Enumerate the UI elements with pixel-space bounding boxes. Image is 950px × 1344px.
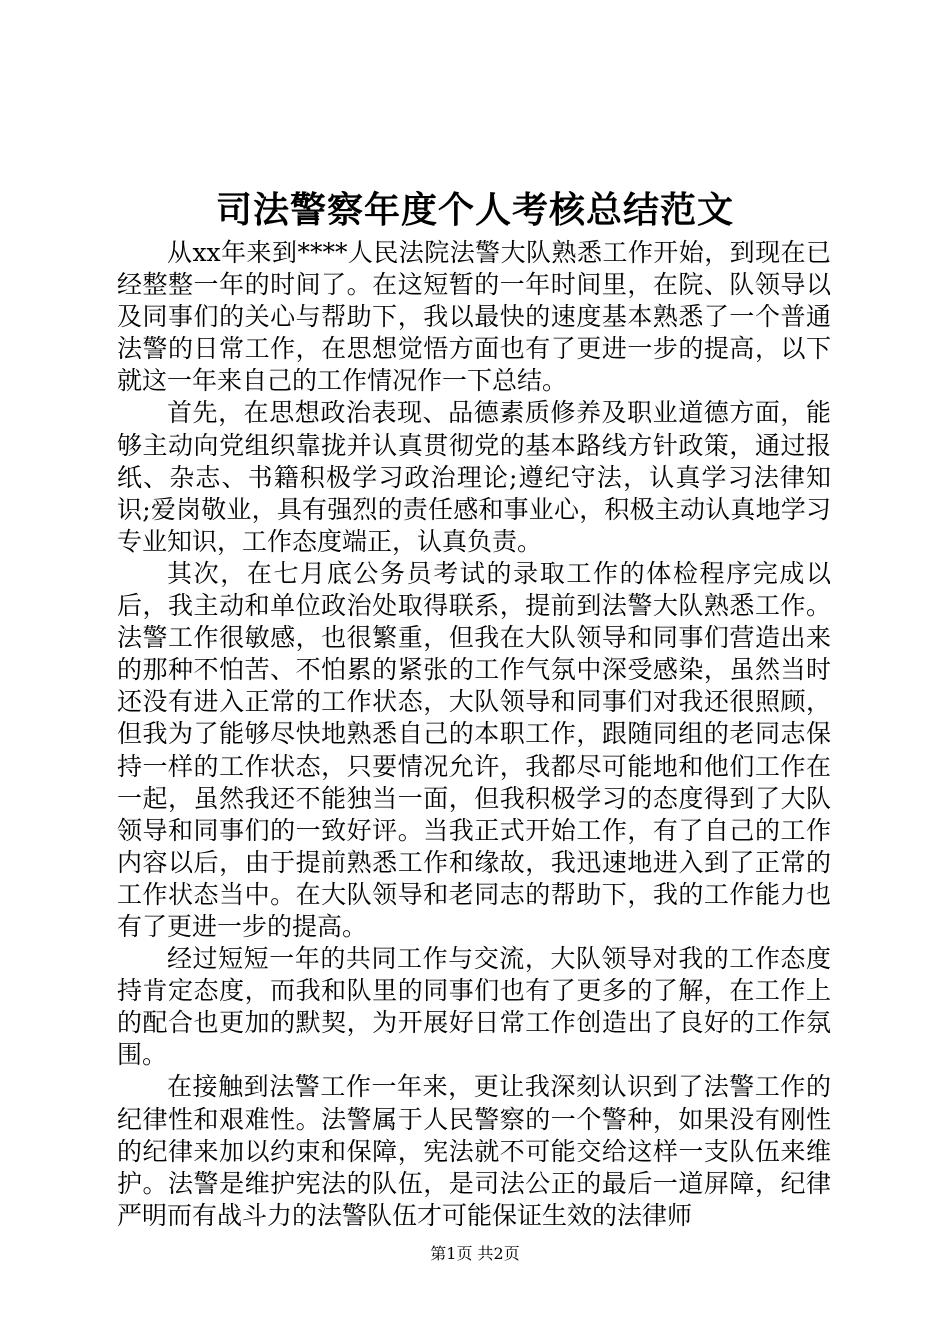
page-footer: 第1页 共2页	[430, 1244, 520, 1263]
paragraph: 经过短短一年的共同工作与交流，大队领导对我的工作态度持肯定态度，而我和队里的同事们也有了更多的了解，在工作上的配合也更加的默契，为开展好日常工作创造出了良好的工作氛围。	[117, 944, 831, 1070]
paragraph: 在接触到法警工作一年来，更让我深刻认识到了法警工作的纪律性和艰难性。法警属于人民警察的一个警种，如果没有刚性的纪律来加以约束和保障，宪法就不可能交给这样一支队伍来维护。法警是维护宪法的队伍，是司法公正的最后一道屏障，纪律严明而有战斗力的法警队伍才可能保证生效的法律师	[117, 1072, 831, 1230]
document-body	[117, 237, 831, 1232]
document-title: 司法警察年度个人考核总结范文	[215, 189, 734, 231]
paragraph: 其次，在七月底公务员考试的录取工作的体检程序完成以后，我主动和单位政治处取得联系，提前到法警大队熟悉工作。法警工作很敏感，也很繁重，但我在大队领导和同事们营造出来的那种不怕苦、不怕累的紧张的工作气氛中深受感染，虽然当时还没有进入正常的工作状态，大队领导和同事们对我还很照顾，但我为了能够尽快地熟悉自己的本职工作，跟随同组的老同志保持一样的工作状态，只要情况允许，我都尽可能地和他们工作在一起，虽然我还不能独当一面，但我积极学习的态度得到了大队领导和同事们的一致好评。当我正式开始工作，有了自己的工作内容以后，由于提前熟悉工作和缘故，我迅速地进入到了正常的工作状态当中。在大队领导和老同志的帮助下，我的工作能力也有了更进一步的提高。	[117, 558, 831, 941]
paragraph: 首先，在思想政治表现、品德素质修养及职业道德方面，能够主动向党组织靠拢并认真贯彻党的基本路线方针政策，通过报纸、杂志、书籍积极学习政治理论;遵纪守法，认真学习法律知识;爱岗敬业，具有强烈的责任感和事业心，积极主动认真地学习专业知识，工作态度端正，认真负责。	[117, 398, 831, 556]
paragraph: 从xx年来到****人民法院法警大队熟悉工作开始，到现在已经整整一年的时间了。在这短暂的一年时间里，在院、队领导以及同事们的关心与帮助下，我以最快的速度基本熟悉了一个普通法警的日常工作，在思想觉悟方面也有了更进一步的提高，以下就这一年来自己的工作情况作一下总结。	[117, 238, 831, 396]
